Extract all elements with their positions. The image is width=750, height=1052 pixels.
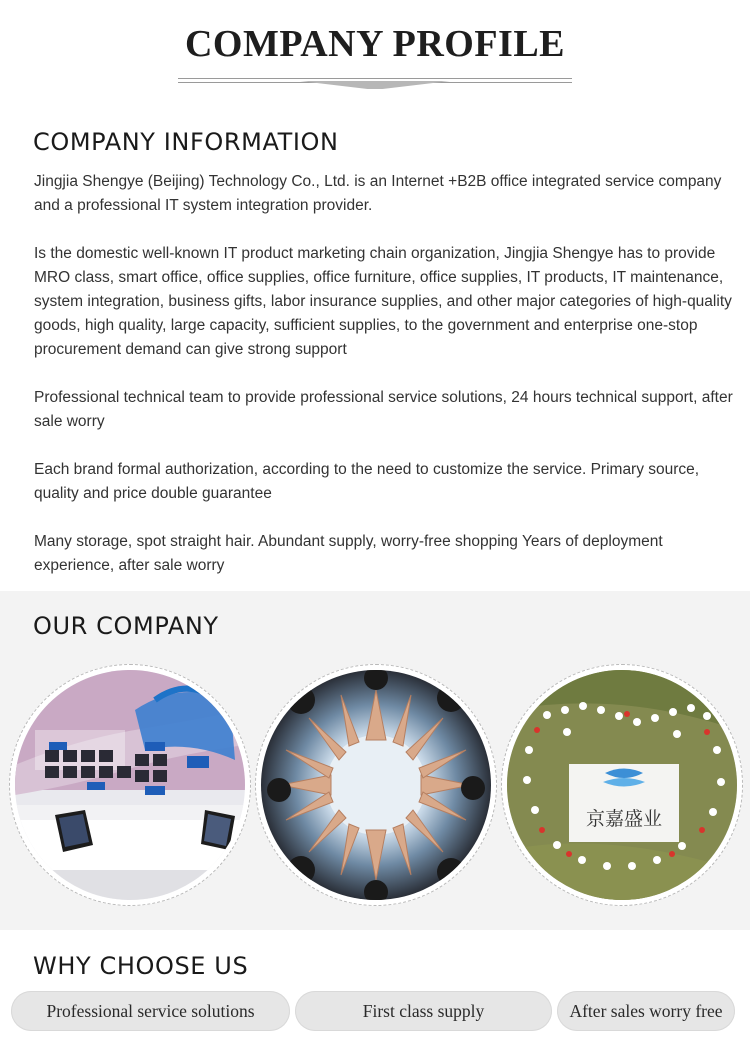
team-outdoor-formation-photo xyxy=(501,664,743,906)
title-rule-top xyxy=(178,78,572,79)
title-wedge-ornament xyxy=(300,81,450,89)
feature-pill-first-class-supply: First class supply xyxy=(295,991,552,1031)
info-paragraph: Is the domestic well-known IT product marketing chain organization, Jingjia Shengye has to provide MRO class, smart office, office supplies, office furniture, office supplies, IT products, IT maintenance, system integration, business gifts, labor insurance supplies, and other major categories of high-quality goods, high quality, large capacity, sufficient supplies, to the government and enterprise one-stop procurement demand can give strong support xyxy=(34,245,732,358)
company-information-heading: COMPANY INFORMATION xyxy=(33,128,339,156)
feature-pill-professional-service: Professional service solutions xyxy=(11,991,290,1031)
info-paragraph: Each brand formal authorization, according to the need to customize the service. Primary source, quality and price double guarantee xyxy=(34,461,700,502)
our-company-heading: OUR COMPANY xyxy=(33,612,219,640)
office-culture-wall-photo xyxy=(9,664,251,906)
page-title: COMPANY PROFILE xyxy=(184,23,566,65)
company-information-text xyxy=(34,170,744,602)
feature-pill-after-sales: After sales worry free xyxy=(557,991,735,1031)
info-paragraph: Professional technical team to provide professional service solutions, 24 hours technical support, after sale worry xyxy=(34,389,733,430)
formation-sign-text: 京嘉盛业 xyxy=(585,808,663,830)
info-paragraph: Many storage, spot straight hair. Abundant supply, worry-free shopping Years of deployment experience, after sale worry xyxy=(34,533,663,574)
info-paragraph: Jingjia Shengye (Beijing) Technology Co., Ltd. is an Internet +B2B office integrated service company and a professional IT system integration provider. xyxy=(34,173,722,214)
why-choose-us-heading: WHY CHOOSE US xyxy=(33,952,249,980)
team-hands-circle-photo xyxy=(255,664,497,906)
